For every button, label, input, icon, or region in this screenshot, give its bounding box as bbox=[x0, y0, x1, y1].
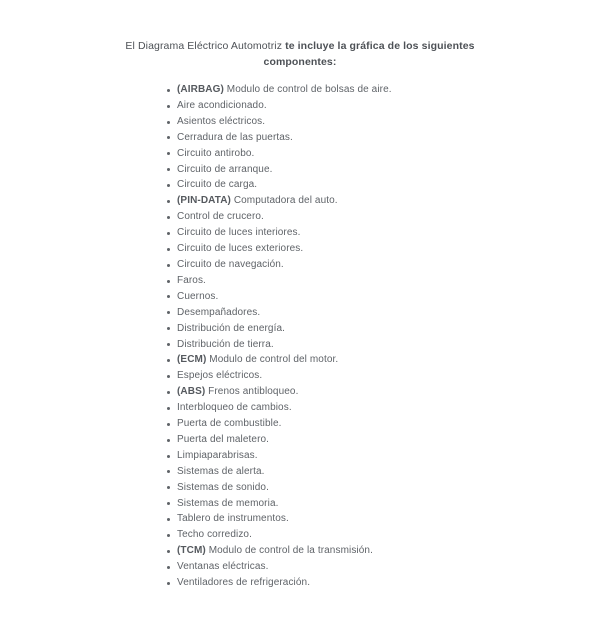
list-item bbox=[166, 448, 600, 464]
list-item bbox=[166, 225, 600, 241]
list-item-text: Circuito de arranque. bbox=[177, 163, 273, 175]
list-item-text: Sistemas de sonido. bbox=[177, 481, 269, 493]
list-item-text: Distribución de tierra. bbox=[177, 338, 274, 350]
list-item bbox=[166, 146, 600, 162]
list-item-text: Control de crucero. bbox=[177, 211, 264, 223]
list-item bbox=[166, 416, 600, 432]
list-item bbox=[166, 289, 600, 305]
list-item bbox=[166, 559, 600, 575]
list-item bbox=[166, 527, 600, 543]
list-item bbox=[166, 114, 600, 130]
list-item bbox=[166, 130, 600, 146]
list-item bbox=[166, 575, 600, 591]
article-page bbox=[0, 38, 600, 638]
list-item-text: Circuito antirobo. bbox=[177, 147, 255, 159]
list-item-text: Cerradura de las puertas. bbox=[177, 131, 293, 143]
list-item bbox=[166, 511, 600, 527]
list-item-text: Distribución de energía. bbox=[177, 322, 286, 334]
list-item-text: Circuito de luces exteriores. bbox=[177, 243, 304, 255]
list-item-bold-prefix: (AIRBAG) bbox=[177, 84, 227, 95]
list-item bbox=[166, 368, 600, 384]
list-item-bold-prefix: (TCM) bbox=[177, 545, 209, 557]
list-item-text: Cuernos. bbox=[177, 290, 219, 302]
list-item-bold-prefix: (PIN-DATA) bbox=[177, 195, 234, 207]
title-line-2: componentes: bbox=[263, 56, 337, 68]
list-item bbox=[166, 384, 600, 400]
list-item bbox=[166, 241, 600, 257]
list-item bbox=[166, 480, 600, 496]
list-item-text: Limpiaparabrisas. bbox=[177, 449, 258, 461]
list-item bbox=[166, 337, 600, 353]
title-bold-text: te incluye la gráfica de los siguientes bbox=[285, 40, 475, 52]
list-item-text: Puerta de combustible. bbox=[177, 418, 282, 430]
list-item-text: Aire acondicionado. bbox=[177, 99, 267, 111]
list-item bbox=[166, 98, 600, 114]
list-item-text: Circuito de luces interiores. bbox=[177, 227, 301, 239]
page-title bbox=[0, 38, 600, 70]
list-item bbox=[166, 464, 600, 480]
list-item bbox=[166, 321, 600, 337]
list-item bbox=[166, 162, 600, 178]
list-item-bold-prefix: (ECM) bbox=[177, 354, 210, 366]
list-item-text: Modulo de control del motor. bbox=[209, 354, 339, 366]
list-item-bold-prefix: (ABS) bbox=[177, 386, 209, 398]
list-item-text: Puerta del maletero. bbox=[177, 433, 270, 445]
list-item-text: Faros. bbox=[177, 274, 206, 286]
list-item bbox=[166, 257, 600, 273]
list-item bbox=[166, 273, 600, 289]
title-regular-text: El Diagrama Eléctrico Automotriz bbox=[125, 40, 283, 52]
list-item bbox=[166, 352, 600, 368]
list-item bbox=[166, 193, 600, 209]
list-item-text: Ventanas eléctricas. bbox=[177, 561, 269, 573]
list-item bbox=[166, 496, 600, 512]
list-item-text: Interbloqueo de cambios. bbox=[177, 402, 292, 414]
list-item-text: Espejos eléctricos. bbox=[177, 370, 263, 382]
list-item bbox=[166, 177, 600, 193]
list-item bbox=[166, 400, 600, 416]
list-item-text: Modulo de control de la transmisión. bbox=[208, 545, 373, 557]
list-item-text: Frenos antibloqueo. bbox=[208, 386, 299, 398]
list-item-text: Techo corredizo. bbox=[177, 529, 252, 541]
list-item bbox=[166, 209, 600, 225]
list-item-text: Asientos eléctricos. bbox=[177, 115, 266, 127]
list-item-text: Sistemas de alerta. bbox=[177, 465, 265, 477]
list-item-text: Sistemas de memoria. bbox=[177, 497, 279, 509]
title-line-1 bbox=[0, 38, 600, 54]
list-item-text: Circuito de navegación. bbox=[177, 258, 284, 270]
list-item-text: Desempañadores. bbox=[177, 306, 261, 318]
list-item-text: Tablero de instrumentos. bbox=[177, 513, 289, 525]
list-item-text: Modulo de control de bolsas de aire. bbox=[226, 84, 392, 95]
list-item-text: Ventiladores de refrigeración. bbox=[177, 577, 311, 589]
list-item-text: Circuito de carga. bbox=[177, 179, 258, 191]
list-item bbox=[166, 305, 600, 321]
list-item bbox=[166, 432, 600, 448]
component-list bbox=[166, 82, 600, 591]
list-item bbox=[166, 543, 600, 559]
list-item bbox=[166, 82, 600, 98]
list-item-text: Computadora del auto. bbox=[233, 195, 338, 207]
